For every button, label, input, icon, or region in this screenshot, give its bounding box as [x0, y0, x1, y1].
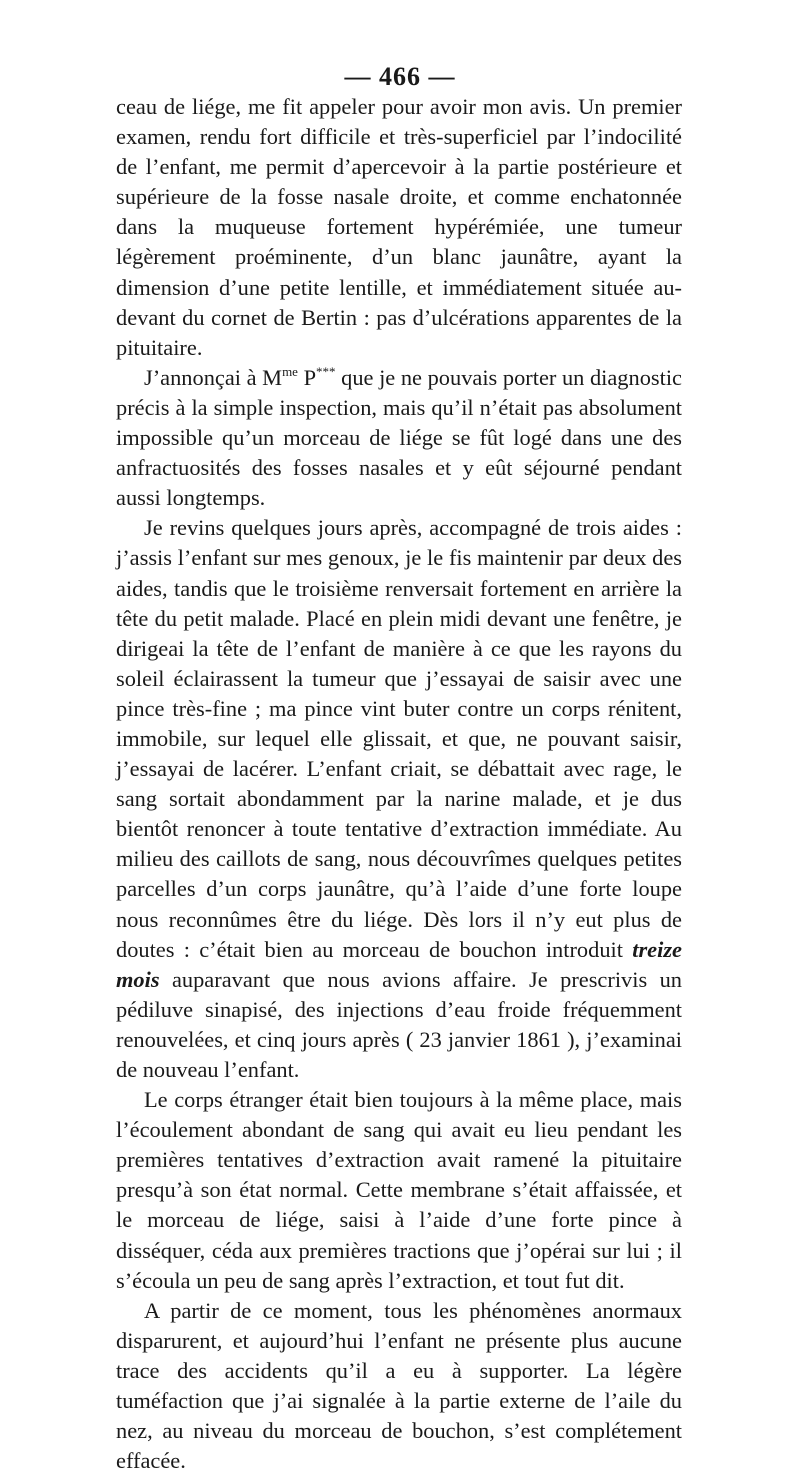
- abbrev-superscript-me: me: [282, 363, 298, 379]
- asterisks-superscript: ***: [316, 363, 336, 379]
- paragraph-3: [116, 513, 682, 1085]
- paragraph-2-name: P: [297, 364, 317, 390]
- paragraph-2: [116, 363, 682, 513]
- paragraph-3-continuation: auparavant que nous avions affaire. Je prescrivis un pédiluve sinapisé, des injections d’eau froide fréquemment renouvelées, et cinq jours après ( 23 janvier 1861 ), j’examinai de nouveau l’enfant.: [116, 966, 682, 1082]
- emphasis-treize-mois: treize mois: [116, 936, 682, 992]
- body-text: [116, 92, 682, 1476]
- paragraph-4: Le corps étranger était bien toujours à la même place, mais l’écoulement abondant de sang qui avait eu lieu pendant les premières tentatives d’extraction avait ramené la pituitaire presqu’à son état normal. Cette membrane s’était affaissée, et le morceau de liége, saisi à l’aide d’une forte pince à disséquer, céda aux premières tractions que j’opérai sur lui ; il s’écoula un peu de sang après l’extraction, et tout fut dit.: [116, 1087, 682, 1293]
- paragraph-2-lead: J’annonçai à M: [144, 364, 283, 390]
- paragraph-1: ceau de liége, me fit appeler pour avoir mon avis. Un premier examen, rendu fort difficile et très-superficiel par l’indocilité de l’enfant, me permit d’apercevoir à la partie postérieure et supérieure de la fosse nasale droite, et comme enchatonnée dans la muqueuse fortement hypérémiée, une tumeur légèrement proéminente, d’un blanc jaunâtre, ayant la dimension d’une petite lentille, et immédiatement située au-devant du cornet de Bertin : pas d’ulcérations apparentes de la pituitaire.: [116, 94, 682, 360]
- page-number: — 466 —: [344, 62, 456, 91]
- paragraph-5: A partir de ce moment, tous les phénomènes anormaux disparurent, et aujourd’hui l’enfant ne présente plus aucune trace des accidents qu’il a eu à supporter. La légère tuméfaction que j’ai signalée à la partie externe de l’aile du nez, au niveau du morceau de bouchon, s’est complétement effacée.: [116, 1297, 682, 1474]
- paragraph-3-text: Je revins quelques jours après, accompagné de trois aides : j’assis l’enfant sur mes genoux, je le fis maintenir par deux des aides, tandis que le troisième renversait fortement en arrière la tête du petit malade. Placé en plein midi devant une fenêtre, je dirigeai la tête de l’enfant de manière à ce que les rayons du soleil éclairassent la tumeur que j’essayai de saisir avec une pince très-fine ; ma pince vint buter contre un corps rénitent, immobile, sur lequel elle glissait, et que, ne pouvant saisir, j’essayai de lacérer. L’enfant criait, se débattait avec rage, le sang sortait abondamment par la narine malade, et je dus bientôt renoncer à toute tentative d’extraction immédiate. Au milieu des caillots de sang, nous découvrîmes quelques petites parcelles d’un corps jaunâtre, qu’à l’aide d’une forte loupe nous reconnûmes être du liége. Dès lors il n’y eut plus de doutes : c’était bien au morceau de bouchon introduit: [116, 515, 682, 962]
- paragraph-2-text: que je ne pouvais porter un diagnostic précis à la simple inspection, mais qu’il n’était pas absolument impossible qu’un morceau de liége se fût logé dans une des anfractuosités des fosses nasales et y eût séjourné pendant aussi longtemps.: [116, 364, 682, 511]
